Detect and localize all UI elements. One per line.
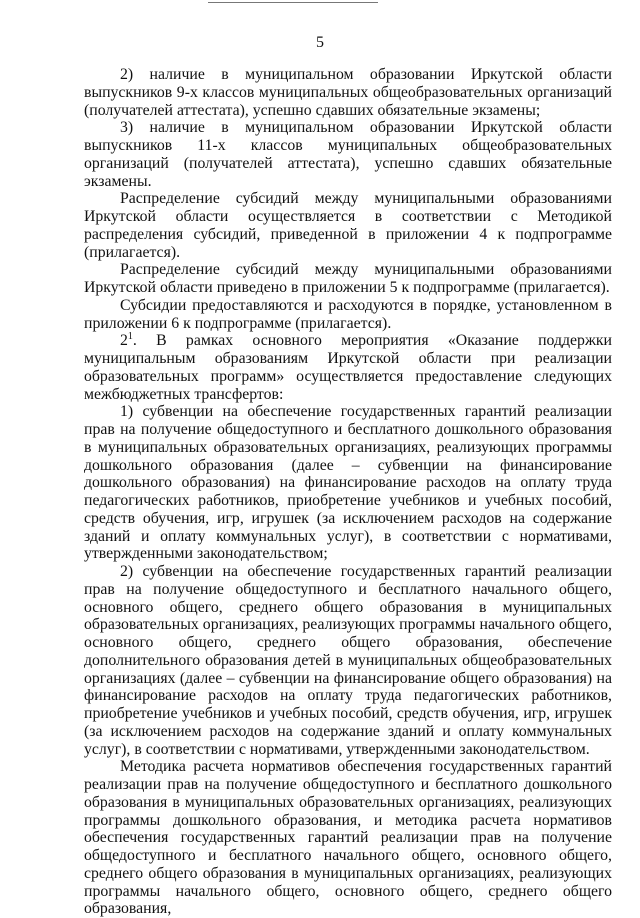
paragraph-8: 2) субвенции на обеспечение государственных гарантий реализации прав на получение общедоступного и бесплатного начального общего, основного общего, среднего общего образования в муниципальных образовательных организациях, реализующих программы начального общего, основного общего, среднего общего образования, обеспечение дополнительного образования детей в муниципальных общеобразовательных организациях (далее – субвенции на финансирование общего образования) на финансирование расходов на оплату труда педагогических работников, приобретение учебников и учебных пособий, средств обучения, игр, игрушек (за исключением расходов на содержание зданий и оплату коммунальных услуг), в соответствии с нормативами, утвержденными законодательством. xyxy=(84,563,612,758)
paragraph-6 xyxy=(84,332,612,403)
paragraph-9: Методика расчета нормативов обеспечения государственных гарантий реализации прав на получение общедоступного и бесплатного дошкольного образования в муниципальных образовательных организациях, реализующих программы дошкольного образования, и методика расчета нормативов обеспечения государственных гарантий реализации прав на получение общедоступного и бесплатного начального общего, основного общего, среднего общего образования в муниципальных организациях, реализующих программы начального общего, основного общего, среднего общего образования, xyxy=(84,758,612,918)
paragraph-1: 2) наличие в муниципальном образовании Иркутской области выпускников 9-х классов муниципальных общеобразовательных организаций (получателей аттестата), успешно сдавших обязательные экзамены; xyxy=(84,66,612,119)
paragraph-5: Субсидии предоставляются и расходуются в порядке, установленном в приложении 6 к подпрограмме (прилагается). xyxy=(84,296,612,332)
top-rule xyxy=(208,2,378,3)
paragraph-2: 3) наличие в муниципальном образовании Иркутской области выпускников 11-х классов муниципальных общеобразовательных организаций (получателей аттестата), успешно сдавших обязательные экзамены. xyxy=(84,119,612,190)
paragraph-3: Распределение субсидий между муниципальными образованиями Иркутской области осуществляется в соответствии с Методикой распределения субсидий, приведенной в приложении 4 к подпрограмме (прилагается). xyxy=(84,190,612,261)
item-number: 2 xyxy=(120,332,128,350)
paragraph-6-text: В рамках основного мероприятия «Оказание поддержки муниципальным образованиям Иркутской области при реализации образовательных программ» осуществляется предоставление следующих межбюджетных трансфертов: xyxy=(84,332,612,403)
document-body xyxy=(84,66,612,918)
page-number: 5 xyxy=(316,34,324,51)
item-superscript: 1 xyxy=(127,331,133,343)
paragraph-4: Распределение субсидий между муниципальными образованиями Иркутской области приведено в приложении 5 к подпрограмме (прилагается). xyxy=(84,261,612,296)
item-number-suffix: . xyxy=(132,332,137,350)
paragraph-7: 1) субвенции на обеспечение государственных гарантий реализации прав на получение общедоступного и бесплатного дошкольного образования в муниципальных образовательных организациях, реализующих программы дошкольного образования (далее – субвенции на финансирование дошкольного образования) на финансирование расходов на оплату труда педагогических работников, приобретение учебников и учебных пособий, средств обучения, игр, игрушек (за исключением расходов на содержание зданий и оплату коммунальных услуг), в соответствии с нормативами, утвержденными законодательством; xyxy=(84,403,612,563)
